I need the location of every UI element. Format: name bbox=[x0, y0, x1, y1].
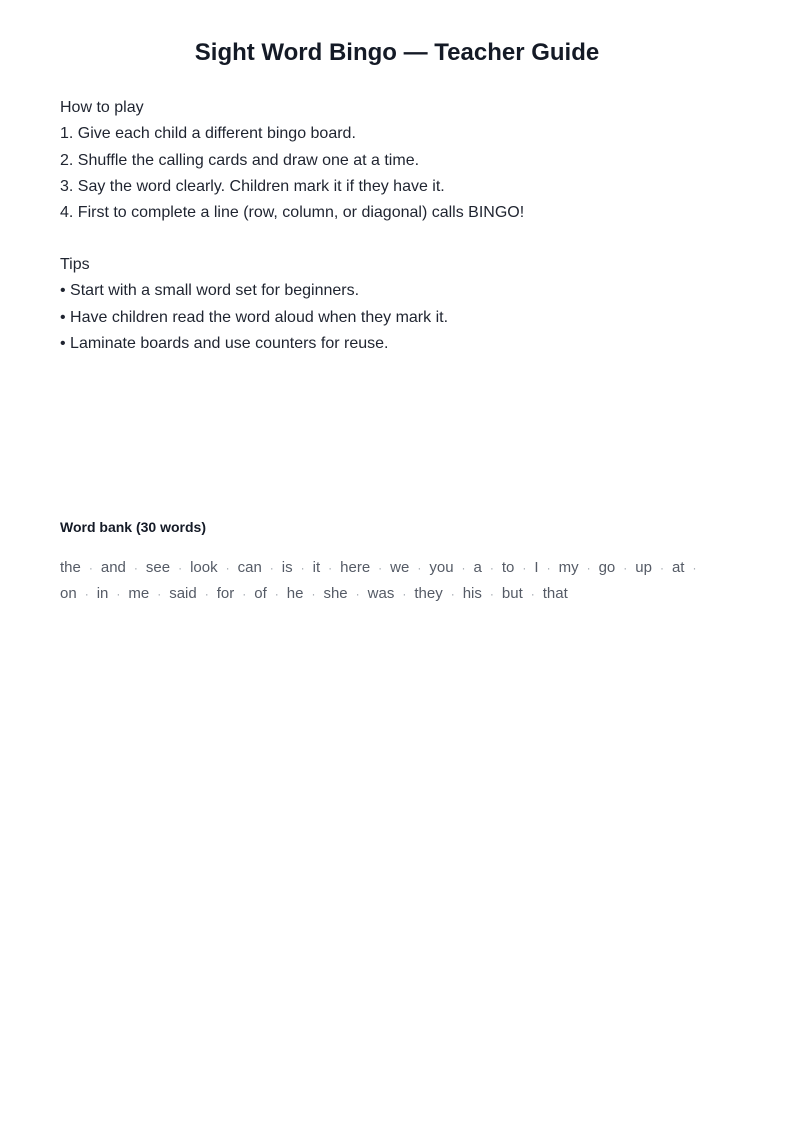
word-bank-word: for · bbox=[216, 585, 247, 602]
word-separator: · bbox=[274, 587, 279, 601]
word-bank-word: me · bbox=[128, 585, 162, 602]
word-separator: · bbox=[311, 587, 316, 601]
word-separator: · bbox=[204, 587, 209, 601]
word-bank-word: you · bbox=[429, 559, 466, 576]
word-separator: · bbox=[692, 561, 697, 575]
word-bank-word: she · bbox=[323, 585, 360, 602]
word-separator: · bbox=[133, 561, 138, 575]
word-separator: · bbox=[402, 587, 407, 601]
word-separator: · bbox=[355, 587, 360, 601]
word-bank-word: and · bbox=[100, 559, 138, 576]
word-separator: · bbox=[530, 587, 535, 601]
word-bank-word: on · bbox=[60, 585, 89, 602]
word-separator: · bbox=[269, 561, 274, 575]
step-item: 1. Give each child a different bingo board. bbox=[60, 125, 356, 143]
how-to-play-heading: How to play bbox=[60, 99, 144, 116]
word-separator: · bbox=[522, 561, 527, 575]
word-bank-word: he · bbox=[286, 585, 316, 602]
tip-item: • Start with a small word set for beginners. bbox=[60, 282, 360, 300]
word-separator: · bbox=[242, 587, 247, 601]
word-separator: · bbox=[88, 561, 93, 575]
word-separator: · bbox=[328, 561, 333, 575]
how-to-play-section bbox=[60, 95, 734, 226]
word-bank-word: said · bbox=[169, 585, 209, 602]
step-item: 4. First to complete a line (row, column, or diagonal) calls BINGO! bbox=[60, 204, 525, 222]
word-bank-word: was · bbox=[367, 585, 407, 602]
word-bank-word: in · bbox=[96, 585, 121, 602]
word-bank-word: of · bbox=[254, 585, 279, 602]
word-bank-word: that bbox=[542, 585, 568, 602]
word-separator: · bbox=[84, 587, 89, 601]
tips-section bbox=[60, 252, 734, 357]
word-separator: · bbox=[489, 587, 494, 601]
word-separator: · bbox=[659, 561, 664, 575]
word-bank-heading: Word bank (30 words) bbox=[60, 519, 206, 535]
word-separator: · bbox=[546, 561, 551, 575]
tip-item: • Laminate boards and use counters for reuse. bbox=[60, 334, 389, 352]
word-separator: · bbox=[116, 587, 121, 601]
word-bank-word: my · bbox=[558, 559, 591, 576]
step-item: 3. Say the word clearly. Children mark it if they have it. bbox=[60, 177, 445, 195]
word-separator: · bbox=[461, 561, 466, 575]
tip-item: • Have children read the word aloud when they mark it. bbox=[60, 308, 449, 326]
word-separator: · bbox=[489, 561, 494, 575]
word-bank-word: go · bbox=[598, 559, 628, 576]
word-bank-word: see · bbox=[145, 559, 183, 576]
word-bank-word: I · bbox=[534, 559, 551, 576]
step-item: 2. Shuffle the calling cards and draw one at a time. bbox=[60, 151, 420, 169]
word-bank-word: up · bbox=[635, 559, 664, 576]
word-bank-word: at · bbox=[671, 559, 697, 576]
word-separator: · bbox=[157, 587, 162, 601]
word-bank-word: is · bbox=[281, 559, 305, 576]
word-bank-word: they · bbox=[414, 585, 455, 602]
word-separator: · bbox=[225, 561, 230, 575]
word-bank-word: can · bbox=[237, 559, 274, 576]
word-separator: · bbox=[300, 561, 305, 575]
word-bank-word: but · bbox=[501, 585, 535, 602]
word-separator: · bbox=[417, 561, 422, 575]
word-bank-word: look · bbox=[190, 559, 230, 576]
word-separator: · bbox=[450, 587, 455, 601]
word-bank-list bbox=[60, 555, 734, 607]
word-bank-word: the · bbox=[60, 559, 93, 576]
word-bank-word: it · bbox=[312, 559, 333, 576]
word-separator: · bbox=[623, 561, 628, 575]
tips-heading: Tips bbox=[60, 256, 90, 273]
word-bank-word: we · bbox=[390, 559, 422, 576]
word-bank-word: his · bbox=[462, 585, 494, 602]
word-separator: · bbox=[178, 561, 183, 575]
page-title: Sight Word Bingo — Teacher Guide bbox=[194, 39, 600, 66]
word-separator: · bbox=[586, 561, 591, 575]
word-separator: · bbox=[378, 561, 383, 575]
word-bank-word: here · bbox=[340, 559, 383, 576]
word-bank-word: a · bbox=[473, 559, 494, 576]
word-bank-word: to · bbox=[501, 559, 527, 576]
